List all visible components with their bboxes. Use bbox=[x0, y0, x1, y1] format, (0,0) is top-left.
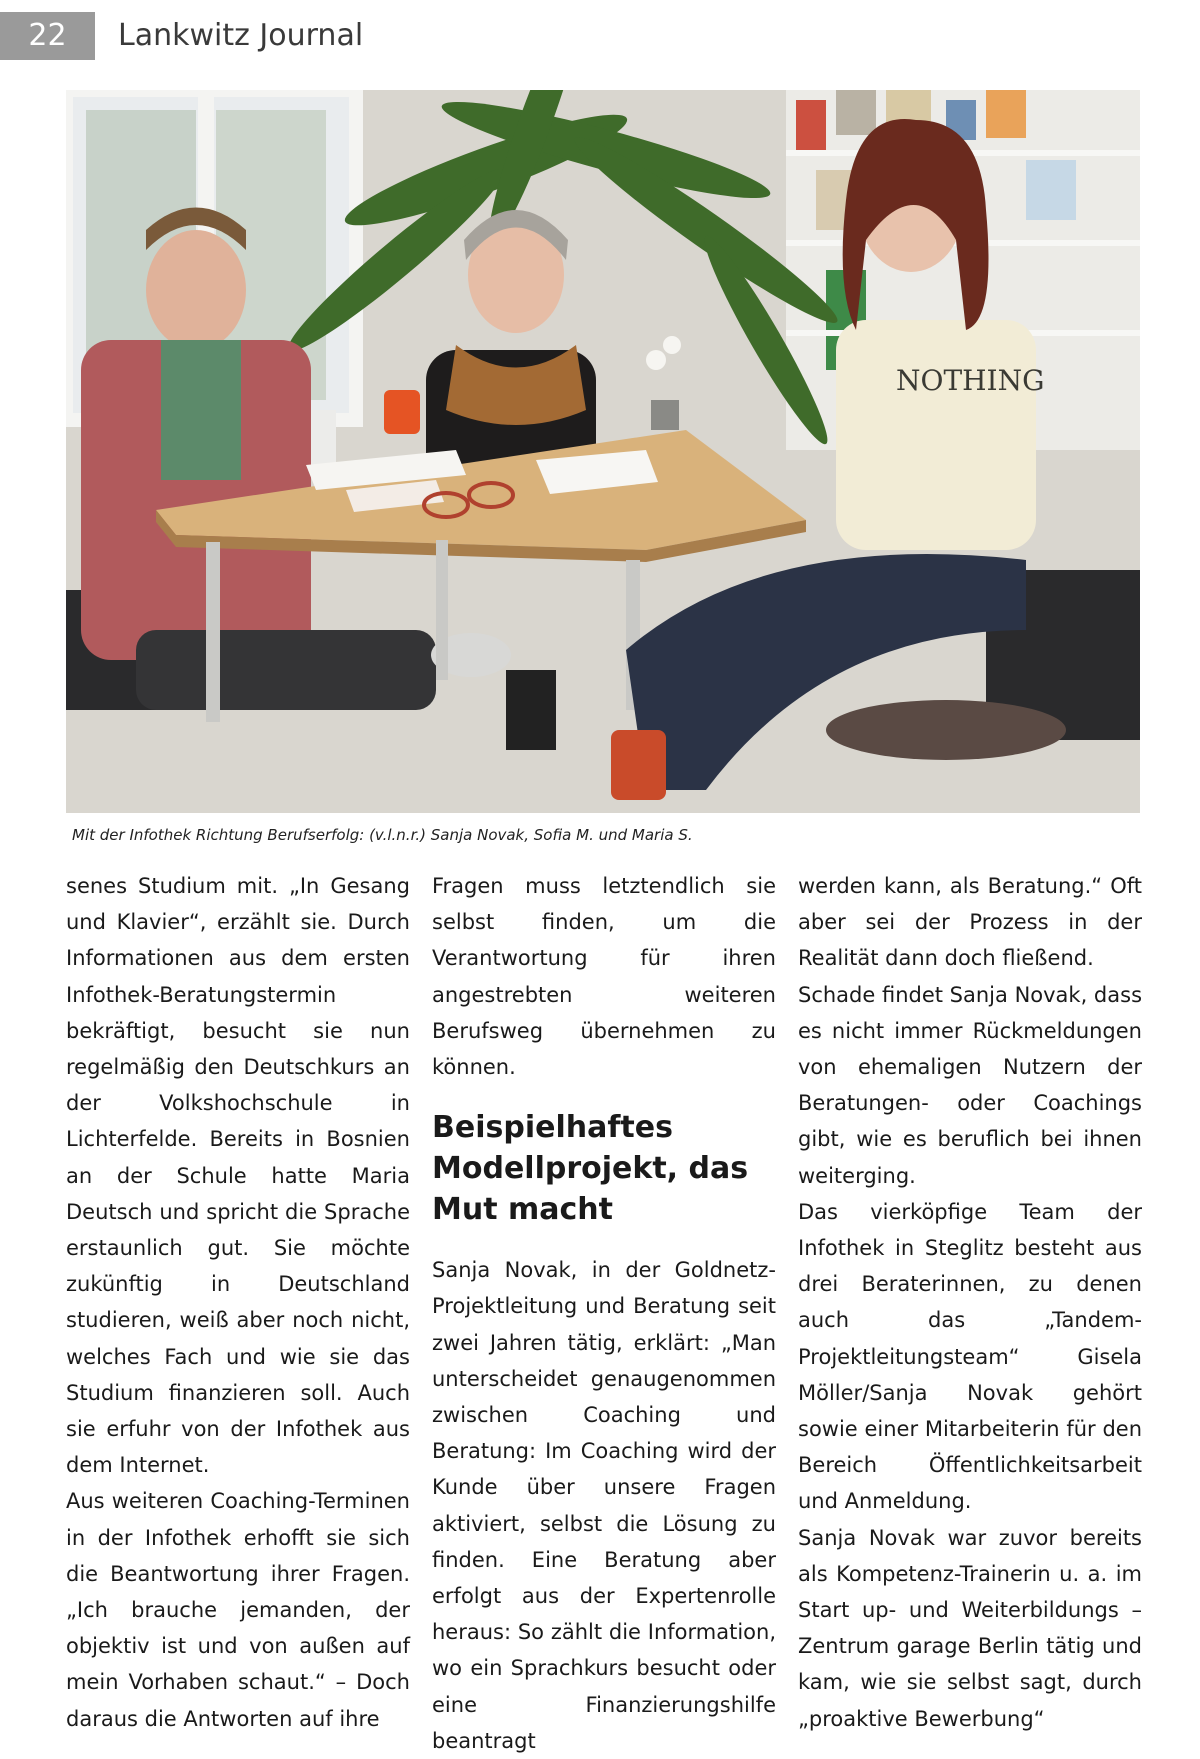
page-header bbox=[0, 0, 1200, 75]
paragraph: senes Studium mit. „In Gesang und Klavier“, erzählt sie. Durch Informationen aus dem ersten Infothek-Beratungstermin bekräftigt, besucht sie nun regelmäßig den Deutschkurs an der Volkshochschule in Lichterfelde. Bereits in Bosnien an der Schule hatte Maria Deutsch und spricht die Sprache erstaunlich gut. Sie möchte zukünftig in Deutschland studieren, weiß aber noch nicht, welches Fach und wie sie das Studium finanzieren soll. Auch sie erfuhr von der Infothek aus dem Internet. bbox=[66, 874, 410, 1478]
article-column-2 bbox=[432, 868, 776, 1759]
paragraph: Sanja Novak, in der Goldnetz-Projektleitung und Beratung seit zwei Jahren tätig, erklärt: „Man unterscheidet genaugenommen zwischen Coaching und Beratung: Im Coaching wird der Kunde über unsere Fragen aktiviert, selbst die Lösung zu finden. Eine Beratung aber erfolgt aus der Expertenrolle heraus: So zählt die Information, wo ein Sprachkurs besucht oder eine Finanzierungshilfe beantragt bbox=[432, 1258, 776, 1753]
journal-title: Lankwitz Journal bbox=[118, 18, 364, 53]
article-column-1 bbox=[66, 868, 410, 1737]
paragraph: werden kann, als Beratung.“ Oft aber sei der Prozess in der Realität dann doch fließend. bbox=[798, 874, 1142, 971]
paragraph: Sanja Novak war zuvor bereits als Kompetenz-Trainerin u. a. im Start up- und Weiterbildungs – Zentrum garage Berlin tätig und kam, wie sie selbst sagt, durch „proaktive Bewerbung“ bbox=[798, 1525, 1142, 1731]
photo-illustration bbox=[66, 90, 1140, 813]
section-heading: Beispielhaftes Modellprojekt, das Mut macht bbox=[432, 1110, 749, 1228]
paragraph: Das vierköpfige Team der Infothek in Steglitz besteht aus drei Beraterinnen, zu denen auch das „Tandem-Projektleitungsteam“ Gisela Möller/Sanja Novak gehört sowie einer Mitarbeiterin für den Bereich Öffentlichkeitsarbeit und Anmeldung. bbox=[798, 1199, 1142, 1514]
article-photo bbox=[66, 90, 1140, 813]
article-column-3 bbox=[798, 868, 1142, 1737]
photo-caption: Mit der Infothek Richtung Berufserfolg: (v.l.n.r.) Sanja Novak, Sofia M. und Maria S. bbox=[72, 826, 693, 844]
shirt-lettering: NOTHING bbox=[896, 364, 1045, 397]
paragraph: Aus weiteren Coaching-Terminen in der Infothek erhofft sie sich die Beantwortung ihrer Fragen. „Ich brauche jemanden, der objektiv ist und von außen auf mein Vorhaben schaut.“ – Doch daraus die Antworten auf ihre bbox=[66, 1489, 410, 1731]
paragraph: Fragen muss letztendlich sie selbst finden, um die Verantwortung für ihren angestrebten weiteren Berufsweg übernehmen zu können. bbox=[432, 874, 776, 1080]
page-number: 22 bbox=[0, 12, 95, 60]
paragraph: Schade findet Sanja Novak, dass es nicht immer Rückmeldungen von ehemaligen Nutzern der Beratungen- oder Coachings gibt, wie es beruflich bei ihnen weiterging. bbox=[798, 982, 1143, 1188]
